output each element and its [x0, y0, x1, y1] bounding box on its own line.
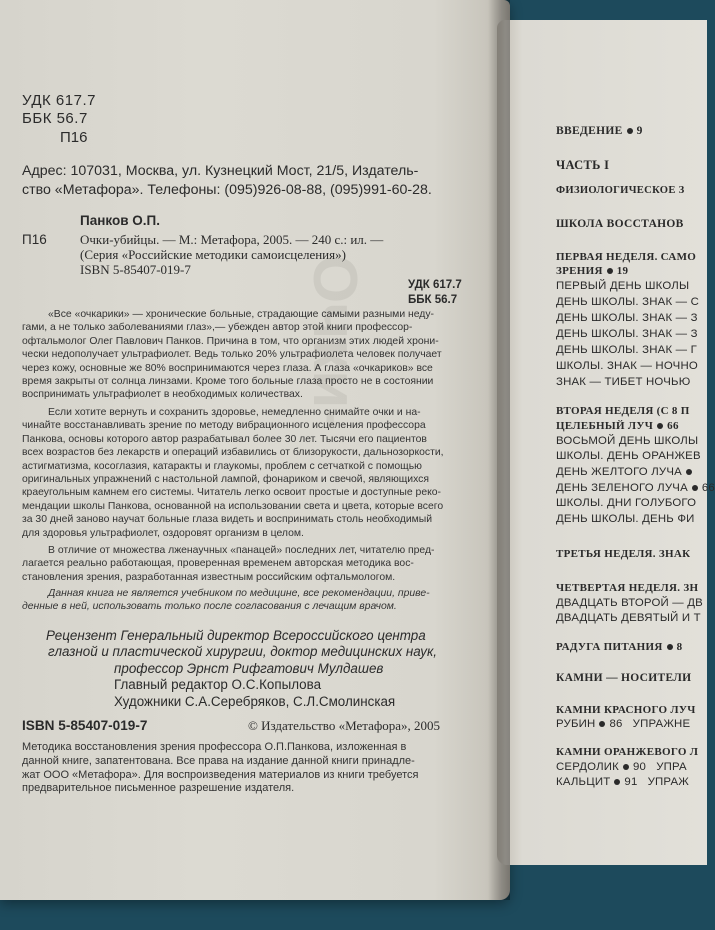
address-line-1: Адрес: 107031, Москва, ул. Кузнецкий Мост, 21/5, Издатель-: [22, 163, 419, 179]
medical-notice: [22, 587, 430, 614]
text-line: Данная книга не является учебником по медицине, все рекомендации, приве-: [48, 588, 430, 599]
toc-page-number: 66: [667, 420, 679, 432]
toc-item: ШКОЛЫ. ДЕНЬ ОРАНЖЕВ: [556, 450, 701, 462]
toc-item: [556, 466, 696, 478]
bullet-icon: [667, 644, 673, 650]
text-line: чинайте восстанавливать зрение по методу вибрационного исцеления профессора: [22, 420, 426, 432]
cover-watermark: Очки-: [300, 255, 369, 430]
bullet-icon: [623, 764, 629, 770]
toc-label: ЗРЕНИЯ: [556, 265, 603, 277]
toc-section: ФИЗИОЛОГИЧЕСКОЕ З: [556, 185, 685, 196]
toc-week-1: ПЕРВАЯ НЕДЕЛЯ. САМО: [556, 251, 697, 263]
text-line: денные в ней, использовать только после согласования с лечащим врачом.: [22, 601, 397, 613]
toc-label: ЦЕЛЕБНЫЙ ЛУЧ: [556, 420, 654, 432]
text-line: В отличие от множества лженаучных «панацей» последних лет, читателю пред-: [48, 545, 435, 556]
toc-part-title: ЧАСТЬ I: [556, 158, 610, 172]
bullet-icon: [599, 721, 605, 727]
toc-page-number: 9: [636, 125, 643, 137]
toc-item: [556, 482, 715, 494]
toc-item: ДВАДЦАТЬ ВТОРОЙ — ДВ: [556, 597, 703, 609]
toc-label: РУБИН: [556, 718, 596, 730]
isbn: ISBN 5-85407-019-7: [22, 718, 148, 733]
author-code-2: П16: [22, 232, 47, 247]
text-line: время закрыты от солнца линзами. Кроме того больные глаза просто не в состоянии: [22, 376, 434, 388]
text-line: Методика восстановления зрения профессора О.П.Панкова, изложенная в: [22, 741, 407, 753]
toc-intro: [556, 125, 643, 137]
toc-label: РАДУГА ПИТАНИЯ: [556, 641, 663, 653]
toc-intro-label: ВВЕДЕНИЕ: [556, 125, 623, 137]
credits: [46, 628, 437, 710]
editor-line: Главный редактор О.С.Копылова: [114, 677, 322, 693]
text-line: данной книге, запатентована. Все права на издание данной книги принадле-: [22, 754, 415, 767]
text-line: через кожу, основные же 80% воспринимаются через глаза. А глаза «очкариков» все: [22, 362, 433, 374]
toc-red-stones: КАМНИ КРАСНОГО ЛУЧ: [556, 704, 696, 716]
text-line: «Все «очкарики» — хронические больные, страдающие самыми разными неду-: [48, 309, 435, 320]
toc-orange-stones: КАМНИ ОРАНЖЕВОГО Л: [556, 746, 699, 758]
text-line: всех возрастов без лекарств и операций избавились от близорукости, дальнозоркости,: [22, 447, 444, 459]
toc-page-number: 19: [616, 265, 629, 277]
biblio-line-1: Очки-убийцы. — М.: Метафора, 2005. — 240 с.: ил. —: [80, 232, 384, 247]
annotation-paragraph-2: [22, 406, 444, 540]
text-line: для здоровья ультрафиолет, оздоровят организм в целом.: [22, 527, 304, 539]
udk-code-2: УДК 617.7: [408, 279, 462, 291]
bullet-icon: [657, 423, 663, 429]
text-line: жат ООО «Метафора». Для воспроизведения материалов из книги требуется: [22, 768, 419, 781]
toc-item: ПЕРВЫЙ ДЕНЬ ШКОЛЫ: [556, 280, 690, 292]
toc-item: [556, 761, 687, 773]
toc-item: ЗНАК — ТИБЕТ НОЧЬЮ: [556, 376, 691, 388]
toc-week-2: ВТОРАЯ НЕДЕЛЯ (С 8 П: [556, 405, 690, 417]
toc-label: ДЕНЬ ЗЕЛЕНОГО ЛУЧА: [556, 482, 688, 494]
toc-label: ДЕНЬ ЖЕЛТОГО ЛУЧА: [556, 466, 682, 478]
udk-code: УДК 617.7: [22, 92, 96, 109]
toc-section: ШКОЛА ВОССТАНОВ: [556, 218, 684, 230]
annotation-paragraph-1: [22, 308, 442, 402]
text-line: офтальмолог Олег Павлович Панков. Причина в том, что организм этих людей хрони-: [22, 335, 439, 347]
toc-week-3: ТРЕТЬЯ НЕДЕЛЯ. ЗНАК: [556, 548, 691, 560]
text-line: астигматизма, косоглазия, катаракты и глаукомы, проблем с сетчаткой с помощью: [22, 460, 422, 472]
toc-page-number: 66: [701, 482, 715, 494]
text-line: лагается реально работающая, проверенная временем авторская методика вос-: [22, 558, 414, 570]
text-line: предварительное письменное разрешение издателя.: [22, 782, 295, 795]
bullet-icon: [614, 779, 620, 785]
bbk-code-2: ББК 56.7: [408, 294, 458, 306]
toc-label: КАЛЬЦИТ: [556, 776, 611, 788]
text-line: становления зрения, разработанная известным российским офтальмологом.: [22, 571, 396, 583]
text-line: за 30 дней заново научат больные глаза видеть и воспринимать столь необходимый: [22, 514, 433, 526]
toc-page-number: 86: [609, 718, 623, 730]
toc-item: ДЕНЬ ШКОЛЫ. ЗНАК — З: [556, 312, 698, 324]
reviewer-line: профессор Эрнст Рифгатович Мулдашев: [114, 660, 384, 676]
author-name: Панков О.П.: [80, 213, 160, 228]
rights-notice: [22, 741, 418, 796]
toc-label: УПРА: [656, 761, 687, 773]
toc-item: [556, 776, 689, 788]
bbk-code: ББК 56.7: [22, 110, 88, 127]
toc-item: ДЕНЬ ШКОЛЫ. ЗНАК — Г: [556, 344, 697, 356]
toc-item: ШКОЛЫ. ДНИ ГОЛУБОГО: [556, 497, 697, 509]
toc-item: [556, 718, 690, 730]
toc-page-number: 90: [633, 761, 647, 773]
text-line: краеугольным камнем его системы. Читатель легко освоит простые и доступные реко-: [22, 487, 441, 499]
annotation-paragraph-3: [22, 544, 435, 584]
toc-week-4: ЧЕТВЕРТАЯ НЕДЕЛЯ. ЗН: [556, 582, 699, 594]
toc-week-1-cont: [556, 265, 628, 277]
artists-line: Художники С.А.Серебряков, С.Л.Смолинская: [114, 693, 396, 709]
bullet-icon: [686, 469, 692, 475]
bullet-icon: [607, 268, 613, 274]
text-line: Если хотите вернуть и сохранить здоровье, немедленно снимайте очки и на-: [48, 407, 421, 418]
toc-page-number: 91: [624, 776, 638, 788]
text-line: мендации школы Панкова, основанной на использовании света и цвета, которые всего: [22, 500, 444, 512]
toc-item: ВОСЬМОЙ ДЕНЬ ШКОЛЫ: [556, 435, 699, 447]
text-line: воспринимать ультрафиолет в необходимых количествах.: [22, 389, 303, 401]
toc-item: ДВАДЦАТЬ ДЕВЯТЫЙ И Т: [556, 612, 701, 624]
toc-item: ДЕНЬ ШКОЛЫ. ЗНАК — С: [556, 296, 700, 308]
toc-label: УПРАЖ: [647, 776, 689, 788]
toc-item: ДЕНЬ ШКОЛЫ. ДЕНЬ ФИ: [556, 513, 695, 525]
text-line: гами, а не только заболеваниями глаз»,— убежден автор этой книги профессор-: [22, 322, 413, 334]
text-line: Панкова, основы которого автор разрабатывал более 30 лет. Тысячи его пациентов: [22, 433, 427, 445]
toc-label: СЕРДОЛИК: [556, 761, 620, 773]
author-code: П16: [60, 129, 88, 146]
reviewer-line: Рецензент Генеральный директор Всероссийского центра: [46, 628, 426, 643]
toc-label: УПРАЖНЕ: [632, 718, 691, 730]
toc-item: ДЕНЬ ШКОЛЫ. ЗНАК — З: [556, 328, 698, 340]
toc-item: ШКОЛЫ. ЗНАК — НОЧНО: [556, 360, 698, 372]
toc-stones: КАМНИ — НОСИТЕЛИ: [556, 672, 692, 684]
biblio-isbn: ISBN 5-85407-019-7: [80, 262, 191, 277]
toc-page-number: 8: [676, 641, 683, 653]
text-line: оригинальных упражнений с настольной лампой, фонариком и свечой, являющихся: [22, 474, 429, 486]
toc-rainbow: [556, 641, 682, 653]
copyright: © Издательство «Метафора», 2005: [248, 718, 441, 733]
bullet-icon: [627, 128, 633, 134]
toc-week-2-cont: [556, 420, 679, 432]
address-line-2: ство «Метафора». Телефоны: (095)926-08-88, (095)991-60-28.: [22, 182, 432, 198]
reviewer-line: глазной и пластической хирургии, доктор медицинских наук,: [48, 644, 438, 660]
biblio-line-2: (Серия «Российские методики самоисцеления»): [80, 247, 346, 262]
text-line: чески недополучает ультрафиолет. Ведь только 20% ультрафиолета человек получает: [22, 349, 442, 361]
bullet-icon: [692, 485, 698, 491]
